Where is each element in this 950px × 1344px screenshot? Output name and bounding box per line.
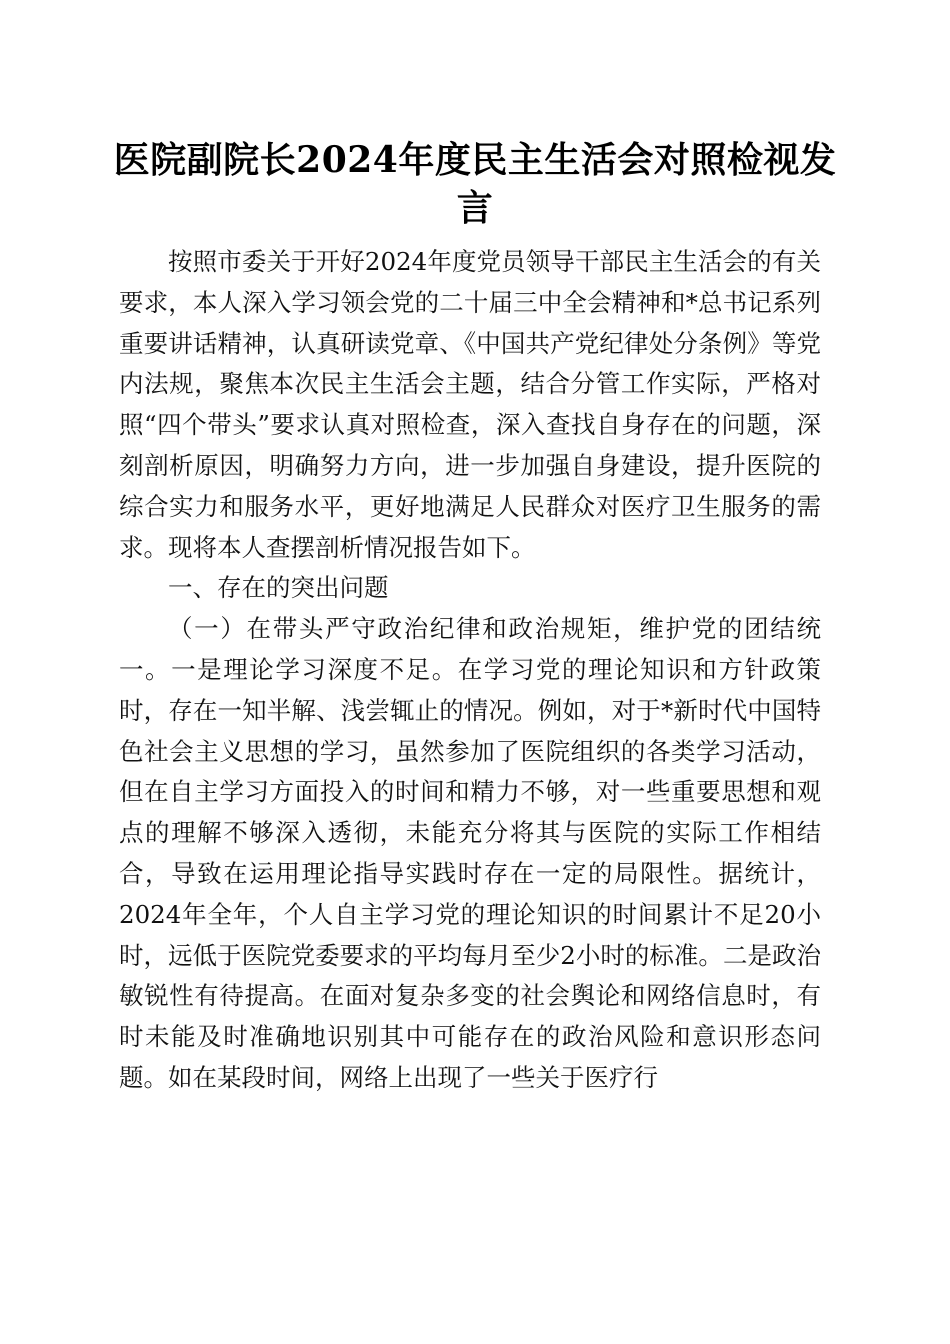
document-title: 医院副院长2024年度民主生活会对照检视发言 (113, 139, 837, 229)
section-content-clip (119, 609, 821, 1180)
section-heading: 一、存在的突出问题 (168, 573, 389, 603)
intro-paragraph: 按照市委关于开好2024年度党员领导干部民主生活会的有关要求，本人深入学习领会党的二十届三中全会精神和*总书记系列重要讲话精神，认真研读党章、《中国共产党纪律处分条例》等党内法规，聚焦本次民主生活会主题，结合分管工作实际，严格对照“四个带头”要求认真对照检查，深入查找自身存在的问题，深刻剖析原因，明确努力方向，进一步加强自身建设，提升医院的综合实力和服务水平，更好地满足人民群众对医疗卫生服务的需求。现将本人查摆剖析情况报告如下。 (119, 247, 821, 562)
section-paragraph: （一）在带头严守政治纪律和政治规矩，维护党的团结统一。一是理论学习深度不足。在学习党的理论知识和方针政策时，存在一知半解、浅尝辄止的情况。例如，对于*新时代中国特色社会主义思想的学习，虽然参加了医院组织的各类学习活动，但在自主学习方面投入的时间和精力不够，对一些重要思想和观点的理解不够深入透彻，未能充分将其与医院的实际工作相结合，导致在运用理论指导实践时存在一定的局限性。据统计，2024年全年，个人自主学习党的理论知识的时间累计不足20小时，远低于医院党委要求的平均每月至少2小时的标准。二是政治敏锐性有待提高。在面对复杂多变的社会舆论和网络信息时，有时未能及时准确地识别其中可能存在的政治风险和意识形态问题。如在某段时间，网络上出现了一些关于医疗行 (119, 614, 821, 1092)
document-body (119, 242, 821, 1180)
